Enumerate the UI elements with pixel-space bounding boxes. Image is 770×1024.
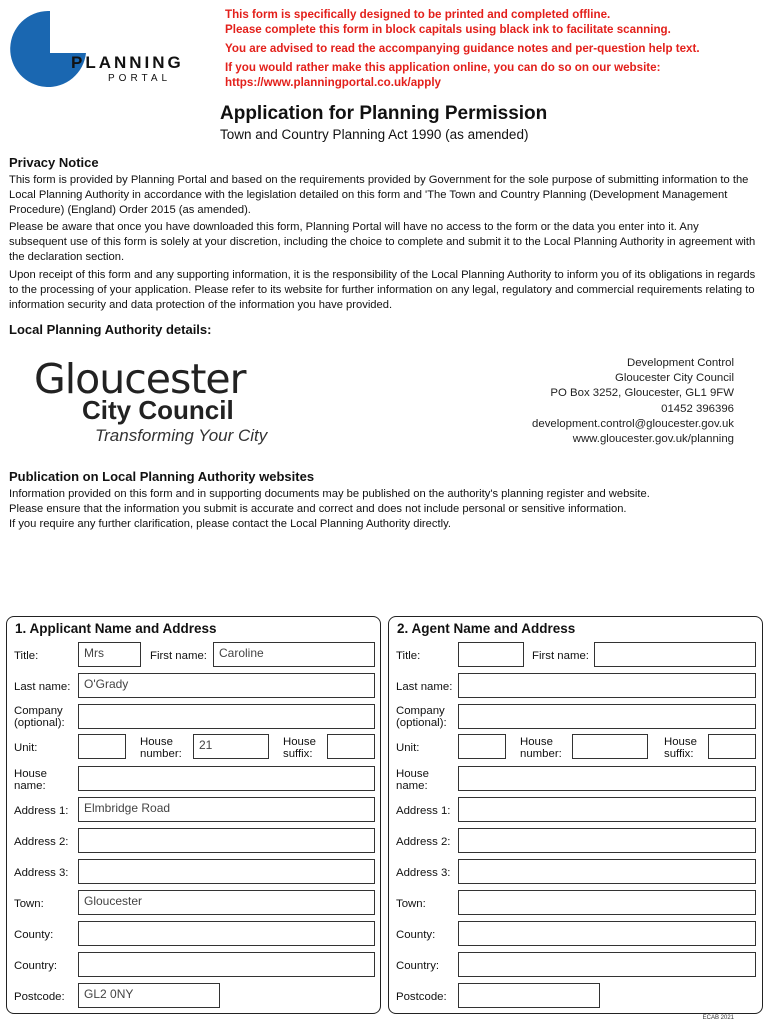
page-subtitle: Town and Country Planning Act 1990 (as amended) xyxy=(220,127,529,142)
privacy-paragraph-2: Please be aware that once you have downloaded this form, Planning Portal will have no access to the form or the data you enter into it. Any subsequent use of this form is solely at your discretion, including the choice to complete and submit it to the Local Planning Authority in agreement with the declaration section. xyxy=(9,221,756,263)
applicant-section xyxy=(6,616,381,1014)
publication-text: Information provided on this form and in supporting documents may be published on the authority's planning register and website. Please ensure that the information you submit is accurate and correct and does not include personal or sensitive information. If you require any further clarification, please contact the Local Planning Authority directly. xyxy=(9,488,650,530)
first-name-label: First name: xyxy=(150,650,207,662)
last-name-label: Last name: xyxy=(396,681,453,693)
address-3-label: Address 3: xyxy=(14,867,69,879)
house-suffix-label: House suffix: xyxy=(664,736,697,760)
applicant-address-2-field[interactable] xyxy=(78,828,375,853)
notice-print: This form is specifically designed to be printed and completed offline. Please complete this form in block capitals using black ink to facilitate scanning. xyxy=(225,8,671,36)
privacy-heading: Privacy Notice xyxy=(9,155,99,170)
country-label: Country: xyxy=(396,960,440,972)
agent-town-field[interactable] xyxy=(458,890,756,915)
address-3-label: Address 3: xyxy=(396,867,451,879)
unit-label: Unit: xyxy=(396,742,420,754)
address-1-label: Address 1: xyxy=(14,805,69,817)
form-code: ECAB 2021 xyxy=(702,1015,734,1021)
title-label: Title: xyxy=(14,650,39,662)
applicant-title-field[interactable]: Mrs xyxy=(78,642,141,667)
privacy-paragraph-1: This form is provided by Planning Portal and based on the requirements provided by Government for the sole purpose of submitting information to the Local Planning Authority in accordance with the legislation detailed on this form and 'The Town and Country Planning (Development Management Procedure) (England) Order 2015 (as amended). xyxy=(9,174,749,216)
applicant-heading: 1. Applicant Name and Address xyxy=(15,621,217,636)
town-label: Town: xyxy=(14,898,44,910)
applicant-town-field[interactable]: Gloucester xyxy=(78,890,375,915)
agent-last-name-field[interactable] xyxy=(458,673,756,698)
postcode-label: Postcode: xyxy=(14,991,65,1003)
agent-section xyxy=(388,616,763,1014)
logo-subtitle: PORTAL xyxy=(108,73,172,84)
agent-country-field[interactable] xyxy=(458,952,756,977)
address-1-label: Address 1: xyxy=(396,805,451,817)
page-title: Application for Planning Permission xyxy=(220,103,548,124)
last-name-label: Last name: xyxy=(14,681,71,693)
applicant-last-name-field[interactable]: O'Grady xyxy=(78,673,375,698)
planning-portal-logo xyxy=(8,9,193,89)
agent-county-field[interactable] xyxy=(458,921,756,946)
planning-portal-logo-icon xyxy=(8,9,88,89)
gcc-logo-line1: Gloucester xyxy=(34,355,246,403)
house-name-label: House name: xyxy=(396,768,429,792)
applicant-first-name-field[interactable]: Caroline xyxy=(213,642,375,667)
lpa-contact-line: Gloucester City Council xyxy=(614,372,734,385)
company-label: Company (optional): xyxy=(14,705,65,729)
lpa-contact-line: development.control@gloucester.gov.uk xyxy=(532,417,734,430)
agent-postcode-field[interactable] xyxy=(458,983,600,1008)
house-name-label: House name: xyxy=(14,768,47,792)
applicant-house-number-field[interactable]: 21 xyxy=(193,734,269,759)
house-number-label: House number: xyxy=(140,736,182,760)
agent-house-name-field[interactable] xyxy=(458,766,756,791)
applicant-address-3-field[interactable] xyxy=(78,859,375,884)
first-name-label: First name: xyxy=(532,650,589,662)
lpa-contact-details xyxy=(532,356,734,447)
applicant-house-name-field[interactable] xyxy=(78,766,375,791)
agent-title-field[interactable] xyxy=(458,642,524,667)
lpa-contact-line: PO Box 3252, Gloucester, GL1 9FW xyxy=(550,387,734,400)
notice-guidance: You are advised to read the accompanying guidance notes and per-question help text. xyxy=(225,42,700,55)
county-label: County: xyxy=(14,929,54,941)
lpa-contact-line: www.gloucester.gov.uk/planning xyxy=(572,433,734,446)
agent-house-number-field[interactable] xyxy=(572,734,648,759)
applicant-county-field[interactable] xyxy=(78,921,375,946)
privacy-paragraph-3: Upon receipt of this form and any supporting information, it is the responsibility of the Local Planning Authority to inform you of its obligations in regards to the processing of your application. Please refer to its website for further information on any legal, regulatory and commercial requirements relating to information security and data protection of the information you have provided. xyxy=(9,269,756,311)
logo-wordmark: PLANNING xyxy=(71,53,184,72)
gcc-logo-line2: City Council xyxy=(82,395,234,425)
agent-address-1-field[interactable] xyxy=(458,797,756,822)
agent-heading: 2. Agent Name and Address xyxy=(397,621,576,636)
applicant-postcode-field[interactable]: GL2 0NY xyxy=(78,983,220,1008)
county-label: County: xyxy=(396,929,436,941)
publication-heading: Publication on Local Planning Authority websites xyxy=(9,469,315,484)
agent-house-suffix-field[interactable] xyxy=(708,734,756,759)
address-2-label: Address 2: xyxy=(14,836,69,848)
unit-label: Unit: xyxy=(14,742,38,754)
lpa-contact-line: Development Control xyxy=(627,357,734,369)
applicant-address-1-field[interactable]: Elmbridge Road xyxy=(78,797,375,822)
print-notices xyxy=(225,7,765,94)
applicant-country-field[interactable] xyxy=(78,952,375,977)
agent-company-field[interactable] xyxy=(458,704,756,729)
gcc-logo-tagline: Transforming Your City xyxy=(95,426,268,445)
agent-first-name-field[interactable] xyxy=(594,642,756,667)
postcode-label: Postcode: xyxy=(396,991,447,1003)
applicant-company-field[interactable] xyxy=(78,704,375,729)
agent-address-2-field[interactable] xyxy=(458,828,756,853)
gloucester-city-council-logo xyxy=(30,355,280,450)
applicant-house-suffix-field[interactable] xyxy=(327,734,375,759)
notice-online: If you would rather make this application online, you can do so on our website: https://www.planningportal.co.uk/apply xyxy=(225,61,661,89)
town-label: Town: xyxy=(396,898,426,910)
lpa-heading: Local Planning Authority details: xyxy=(9,322,212,337)
house-suffix-label: House suffix: xyxy=(283,736,316,760)
applicant-unit-field[interactable] xyxy=(78,734,126,759)
address-2-label: Address 2: xyxy=(396,836,451,848)
company-label: Company (optional): xyxy=(396,705,447,729)
country-label: Country: xyxy=(14,960,58,972)
lpa-contact-line: 01452 396396 xyxy=(661,402,734,415)
agent-unit-field[interactable] xyxy=(458,734,506,759)
house-number-label: House number: xyxy=(520,736,562,760)
title-label: Title: xyxy=(396,650,421,662)
agent-address-3-field[interactable] xyxy=(458,859,756,884)
